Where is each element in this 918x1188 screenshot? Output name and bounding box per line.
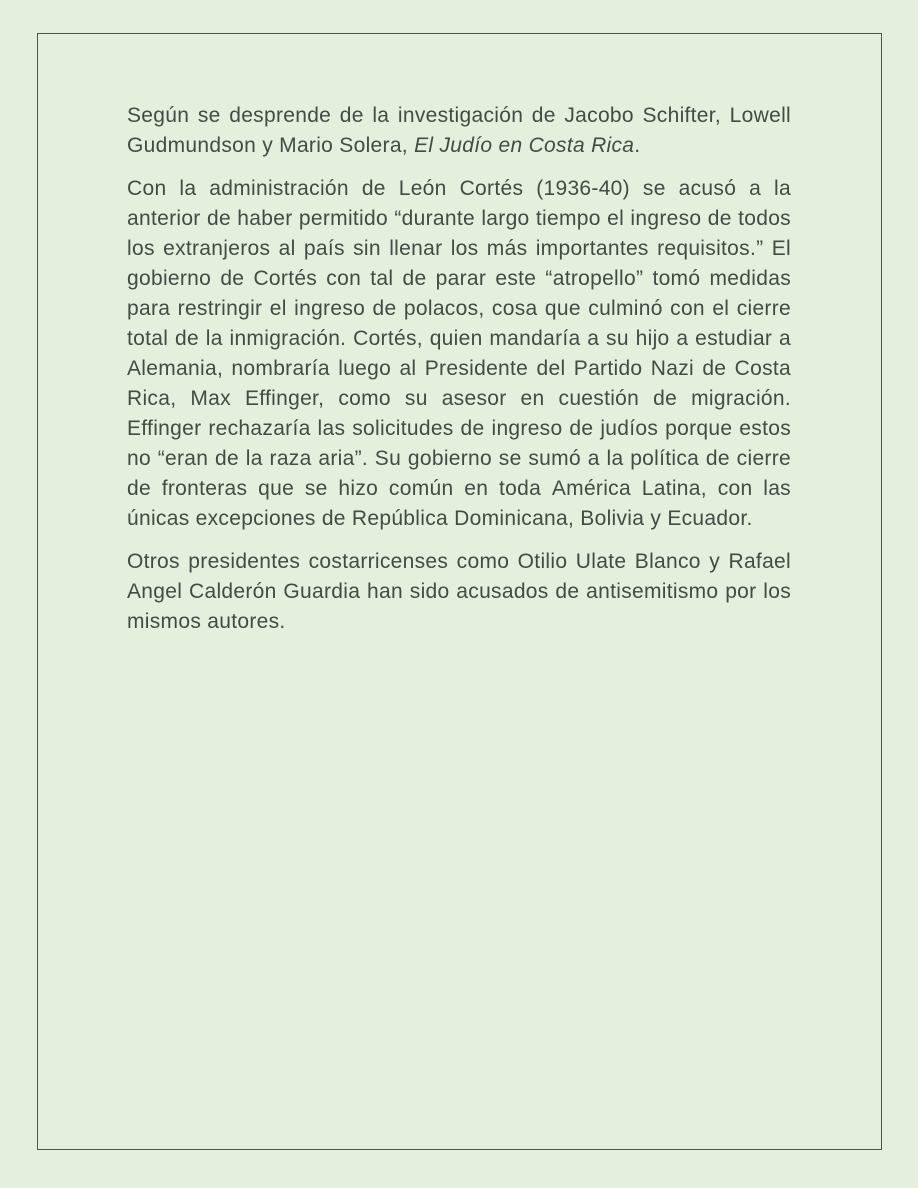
paragraph-attribution-tail: . — [634, 134, 641, 157]
document-text-block — [127, 101, 798, 650]
document-page-frame — [37, 33, 882, 1150]
paragraph-attribution-lead: Según se desprende de la investigación de Jacobo Schifter, Lowell Gudmundson y Mario Solera, — [127, 104, 798, 157]
paragraph-attribution — [127, 101, 798, 161]
paragraph-cortes-administration: Con la administración de León Cortés (1936-40) se acusó a la anterior de haber permitido “durante largo tiempo el ingreso de todos los extranjeros al país sin llenar los más importantes requisitos.” El gobierno de Cortés con tal de parar este “atropello” tomó medidas para restringir el ingreso de polacos, cosa que culminó con el cierre total de la inmigración. Cortés, quien mandaría a su hijo a estudiar a Alemania, nombraría luego al Presidente del Partido Nazi de Costa Rica, Max Effinger, como su asesor en cuestión de migración. Effinger rechazaría las solicitudes de ingreso de judíos porque estos no “eran de la raza aria”. Su gobierno se sumó a la política de cierre de fronteras que se hizo común en toda América Latina, con las únicas excepciones de República Dominicana, Bolivia y Ecuador. — [127, 177, 791, 530]
paragraph-other-presidents: Otros presidentes costarricenses como Otilio Ulate Blanco y Rafael Angel Calderón Guardia han sido acusados de antisemitismo por los mismos autores. — [127, 550, 791, 633]
book-title: El Judío en Costa Rica — [414, 134, 635, 157]
